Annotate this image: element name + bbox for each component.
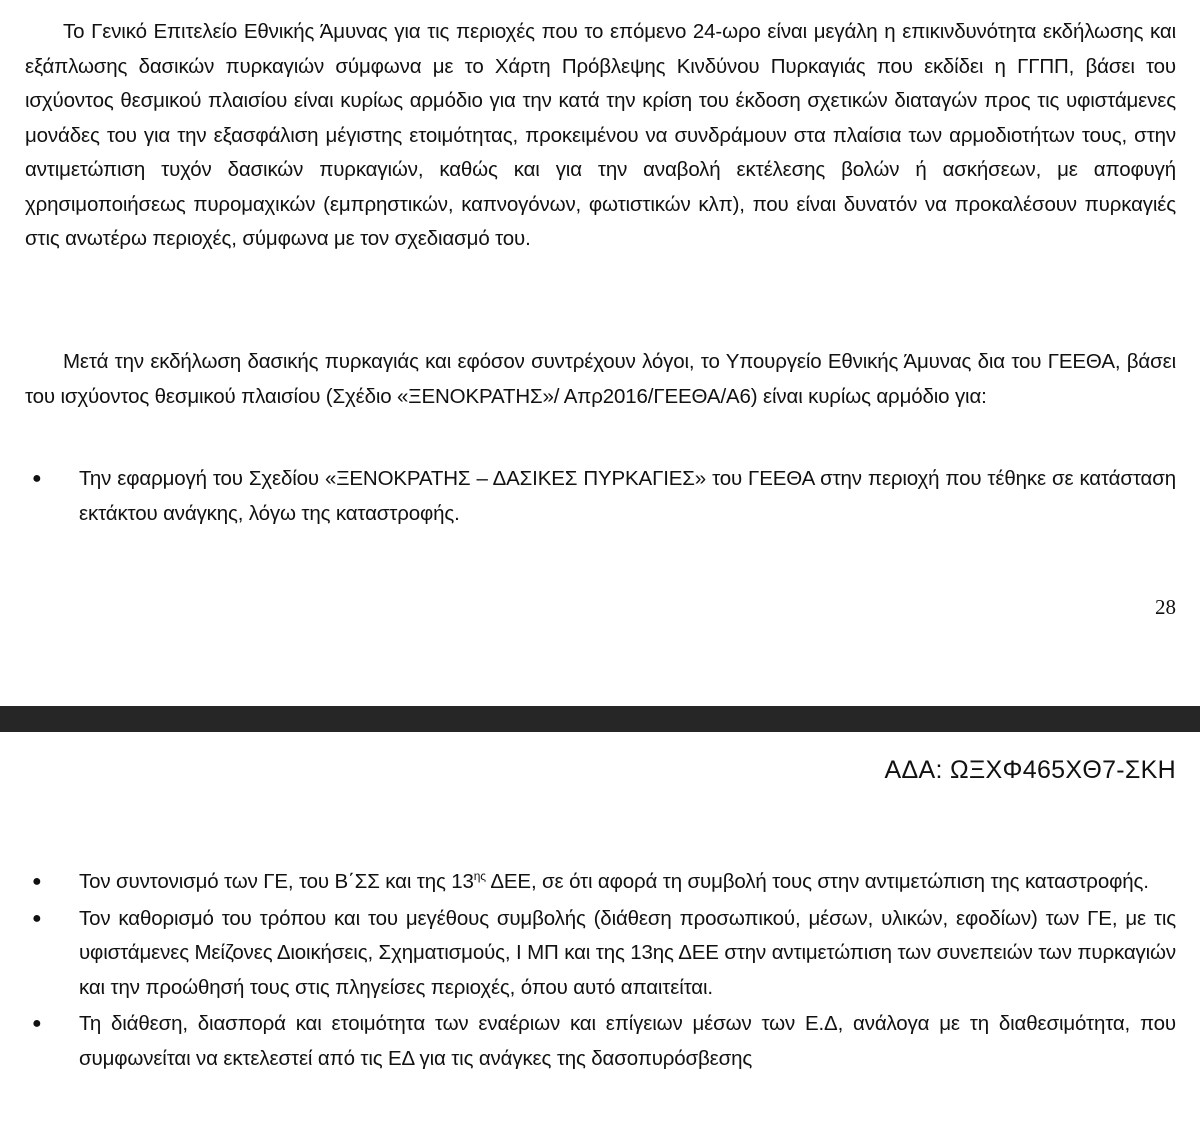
page-separator — [0, 706, 1200, 732]
paragraph-after-fire-outbreak: Μετά την εκδήλωση δασικής πυρκαγιάς και εφόσον συντρέχουν λόγοι, το Υπουργείο Εθνικής Άμυνας δια του ΓΕΕΘΑ, βάσει του ισχύοντος θεσμικού πλαισίου (Σχέδιο «ΞΕΝΟΚΡΑΤΗΣ»/ Απρ2016/ΓΕΕΘΑ/Α6) είναι κυρίως αρμόδιο για: — [25, 350, 1176, 408]
document-page-next — [0, 732, 1200, 1121]
bullet-icon: ● — [32, 470, 42, 487]
list-item-text-part: ΔΕΕ, σε ότι αφορά τη συμβολή τους στην αντιμετώπιση της καταστροφής. — [485, 870, 1149, 893]
list-item-text-part: Τον συντονισμό των ΓΕ, του Β΄ΣΣ και της 13 — [79, 870, 474, 893]
list-item-text: Την εφαρμογή του Σχεδίου «ΞΕΝΟΚΡΑΤΗΣ – ΔΑΣΙΚΕΣ ΠΥΡΚΑΓΙΕΣ» του ΓΕΕΘΑ στην περιοχή που τέθηκε σε κατάσταση εκτάκτου ανάγκης, λόγω της καταστροφής. — [79, 467, 1176, 525]
paragraph-geetha-prevention: Το Γενικό Επιτελείο Εθνικής Άμυνας για τις περιοχές που το επόμενο 24-ωρο είναι μεγάλη η επικινδυνότητα εκδήλωσης και εξάπλωσης δασικών πυρκαγιών σύμφωνα με το Χάρτη Πρόβλεψης Κινδύνου Πυρκαγιάς που εκδίδει η ΓΓΠΠ, βάσει του ισχύοντος θεσμικού πλαισίου είναι κυρίως αρμόδιο για την κατά την κρίση του έκδοση σχετικών διαταγών προς τις υφιστάμενες μονάδες του για την εξασφάλιση μέγιστης ετοιμότητας, προκειμένου να συνδράμουν στα πλαίσια των αρμοδιοτήτων τους, στην αντιμετώπιση τυχόν δασικών πυρκαγιών, καθώς και για την αναβολή εκτέλεσης βολών ή ασκήσεων, με αποφυγή χρησιμοποιήσεως πυρομαχικών (εμπρηστικών, καπνογόνων, φωτιστικών κλπ), που είναι δυνατόν να προκαλέσουν πυρκαγιές στις ανωτέρω περιοχές, σύμφωνα με τον σχεδιασμό του. — [25, 20, 1176, 250]
list-item — [25, 902, 1176, 1006]
list-item — [25, 1007, 1176, 1076]
list-item — [25, 865, 1176, 900]
bullet-icon: ● — [32, 909, 42, 927]
bullet-list-top — [25, 462, 1176, 531]
bullet-icon: ● — [32, 1015, 42, 1032]
ada-code-header: ΑΔΑ: ΩΞΧΦ465ΧΘ7-ΣΚΗ — [884, 756, 1176, 784]
list-item-text: Τον καθορισμό του τρόπου και του μεγέθους συμβολής (διάθεση προσωπικού, μέσων, υλικών, εφοδίων) των ΓΕ, με τις υφιστάμενες Μείζονες Διοικήσεις, Σχηματισμούς, Ι ΜΠ και της 13ης ΔΕΕ στην αντιμετώπιση των συνεπειών των πυρκαγιών και την προώθησή τους στις πληγείσες περιοχές, όπου αυτό απαιτείται. — [79, 906, 1176, 999]
list-item-text: Τη διάθεση, διασπορά και ετοιμότητα των εναέριων και επίγειων μέσων των Ε.Δ, ανάλογα με τη διαθεσιμότητα, που συμφωνείται να εκτελεστεί από τις ΕΔ για τις ανάγκες της δασοπυρόσβεσης — [79, 1012, 1176, 1070]
list-item — [25, 462, 1176, 531]
list-item-text — [79, 870, 1149, 893]
ordinal-superscript: ης — [473, 869, 486, 884]
bullet-list-bottom — [25, 865, 1176, 1078]
bullet-icon: ● — [32, 873, 42, 890]
page-number: 28 — [1155, 595, 1176, 619]
